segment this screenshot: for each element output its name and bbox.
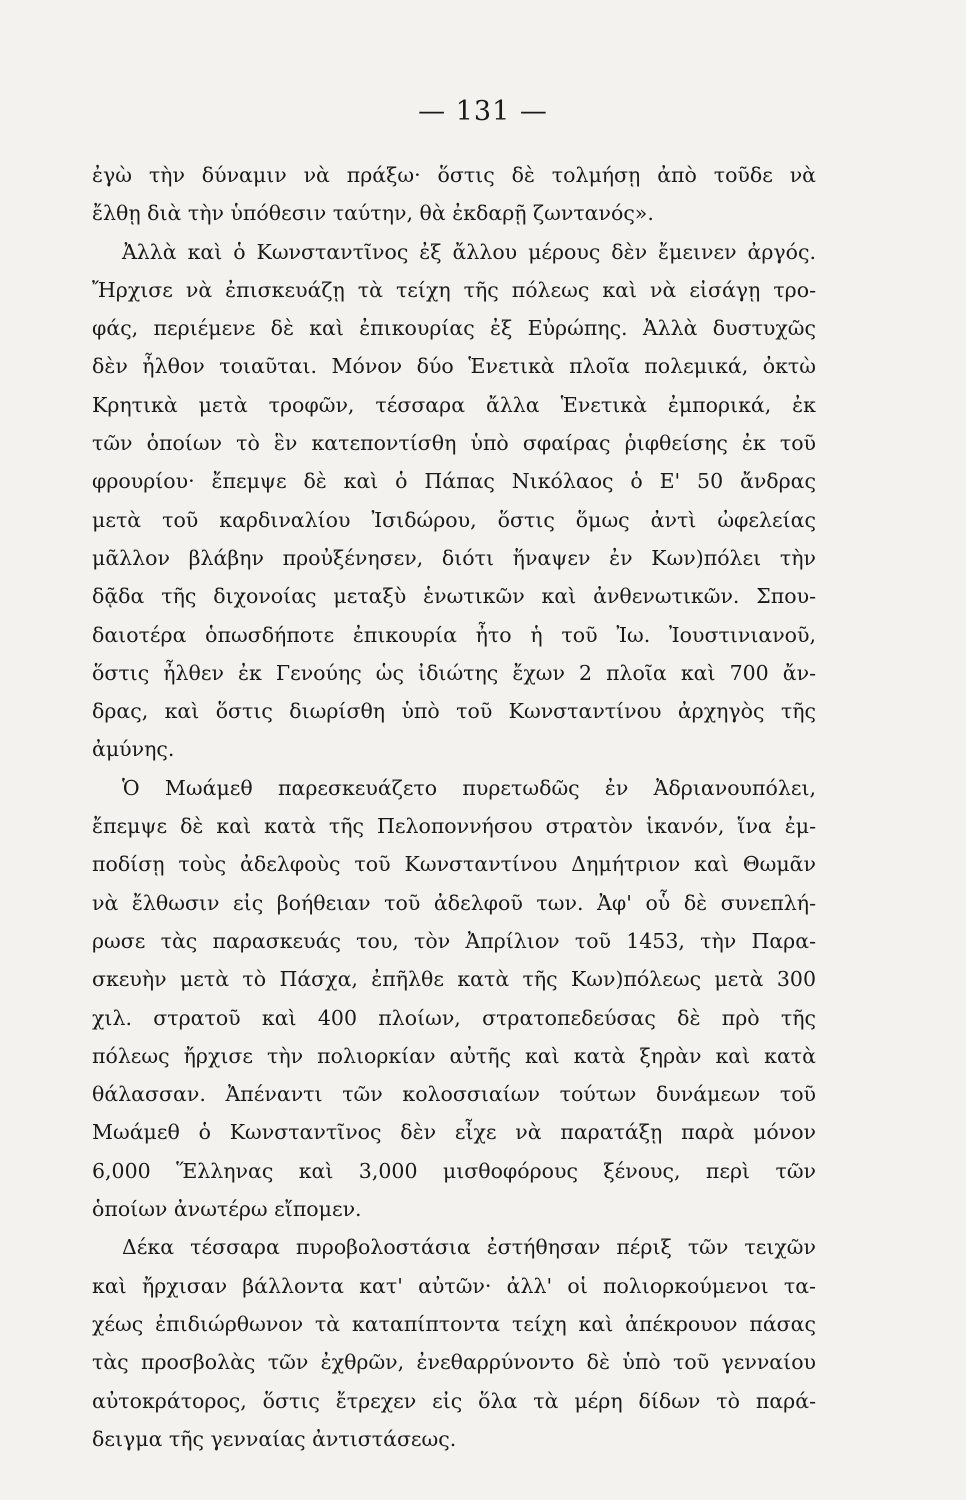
text-line: ἀμύνης.: [92, 737, 175, 762]
text-line: 6,000 Ἕλληνας καὶ 3,000 μισθοφόρους ξένους, περὶ τῶν: [92, 1158, 816, 1183]
text-line: ἔπεμψε δὲ καὶ κατὰ τῆς Πελοποννήσου στρατὸν ἱκανόν, ἵνα ἐμ-: [92, 814, 816, 839]
text-line: Κρητικὰ μετὰ τροφῶν, τέσσαρα ἄλλα Ἑνετικὰ ἐμπορικά, ἐκ: [92, 392, 816, 417]
text-line: Ἀλλὰ καὶ ὁ Κωνσταντῖνος ἐξ ἄλλου μέρους δὲν ἔμεινεν ἀργός.: [122, 239, 816, 264]
text-line: καὶ ἤρχισαν βάλλοντα κατ' αὐτῶν· ἀλλ' οἱ πολιορκούμενοι τα-: [92, 1273, 816, 1298]
text-line: τῶν ὁποίων τὸ ἓν κατεποντίσθη ὑπὸ σφαίρας ῥιφθείσης ἐκ τοῦ: [92, 431, 816, 456]
text-line: φρουρίου· ἔπεμψε δὲ καὶ ὁ Πάπας Νικόλαος ὁ Ε' 50 ἄνδρας: [92, 469, 816, 494]
text-line: σκευὴν μετὰ τὸ Πάσχα, ἐπῆλθε κατὰ τῆς Κων)πόλεως μετὰ 300: [92, 967, 816, 992]
text-line: δὲν ἦλθον τοιαῦται. Μόνον δύο Ἑνετικὰ πλοῖα πολεμικά, ὀκτὼ: [92, 354, 816, 379]
text-line: πόλεως ἤρχισε τὴν πολιορκίαν αὐτῆς καὶ κατὰ ξηρὰν καὶ κατὰ: [92, 1043, 816, 1068]
page-number: — 131 —: [418, 96, 548, 127]
text-line: ὁποίων ἀνωτέρω εἴπομεν.: [92, 1197, 362, 1222]
text-line: ρωσε τὰς παρασκευάς του, τὸν Ἀπρίλιον τοῦ 1453, τὴν Παρα-: [92, 928, 816, 953]
text-line: ἐγὼ τὴν δύναμιν νὰ πράξω· ὅστις δὲ τολμήσῃ ἀπὸ τοῦδε νὰ: [92, 163, 816, 187]
text-line: μᾶλλον βλάβην προὐξένησεν, διότι ἥναψεν ἐν Κων)πόλει τὴν: [92, 545, 816, 570]
text-line: θάλασσαν. Ἀπέναντι τῶν κολοσσιαίων τούτων δυνάμεων τοῦ: [92, 1082, 816, 1107]
text-line: τὰς προσβολὰς τῶν ἐχθρῶν, ἐνεθαρρύνοντο δὲ ὑπὸ τοῦ γενναίου: [92, 1350, 816, 1375]
text-line: Ἤρχισε νὰ ἐπισκευάζῃ τὰ τείχη τῆς πόλεως καὶ νὰ εἰσάγῃ τρο-: [92, 277, 816, 302]
text-line: ὅστις ἦλθεν ἐκ Γενούης ὡς ἰδιώτης ἔχων 2 πλοῖα καὶ 700 ἄν-: [92, 660, 816, 685]
text-line: δᾷδα τῆς διχονοίας μεταξὺ ἑνωτικῶν καὶ ἀνθενωτικῶν. Σπου-: [92, 584, 816, 609]
text-line: αὐτοκράτορος, ὅστις ἔτρεχεν εἰς ὅλα τὰ μέρη δίδων τὸ παρά-: [92, 1388, 816, 1413]
text-line: Δέκα τέσσαρα πυροβολοστάσια ἐστήθησαν πέριξ τῶν τειχῶν: [122, 1235, 816, 1260]
text-line: χέως ἐπιδιώρθωνον τὰ καταπίπτοντα τείχη καὶ ἀπέκρουον πάσας: [92, 1311, 816, 1336]
body-text: [92, 156, 816, 1458]
text-line: ἔλθῃ διὰ τὴν ὑπόθεσιν ταύτην, θὰ ἐκδαρῇ ζωντανός».: [92, 201, 654, 226]
text-line: ποδίσῃ τοὺς ἀδελφοὺς τοῦ Κωνσταντίνου Δημήτριον καὶ Θωμᾶν: [92, 852, 816, 877]
text-line: δρας, καὶ ὅστις διωρίσθη ὑπὸ τοῦ Κωνσταντίνου ἀρχηγὸς τῆς: [92, 699, 816, 724]
text-line: δειγμα τῆς γενναίας ἀντιστάσεως.: [92, 1426, 457, 1451]
text-line: φάς, περιέμενε δὲ καὶ ἐπικουρίας ἐξ Εὐρώπης. Ἀλλὰ δυστυχῶς: [92, 316, 816, 341]
text-line: δαιοτέρα ὁπωσδήποτε ἐπικουρία ἦτο ἡ τοῦ Ἰω. Ἰουστινιανοῦ,: [92, 622, 816, 647]
text-line: χιλ. στρατοῦ καὶ 400 πλοίων, στρατοπεδεύσας δὲ πρὸ τῆς: [92, 1005, 816, 1030]
text-line: μετὰ τοῦ καρδιναλίου Ἰσιδώρου, ὅστις ὅμως ἀντὶ ὠφελείας: [92, 507, 816, 532]
text-line: Ὁ Μωάμεθ παρεσκευάζετο πυρετωδῶς ἐν Ἀδριανουπόλει,: [122, 775, 816, 800]
text-line: Μωάμεθ ὁ Κωνσταντῖνος δὲν εἶχε νὰ παρατάξῃ παρὰ μόνον: [92, 1120, 816, 1145]
text-line: νὰ ἔλθωσιν εἰς βοήθειαν τοῦ ἀδελφοῦ των. Ἀφ' οὗ δὲ συνεπλή-: [92, 890, 816, 915]
